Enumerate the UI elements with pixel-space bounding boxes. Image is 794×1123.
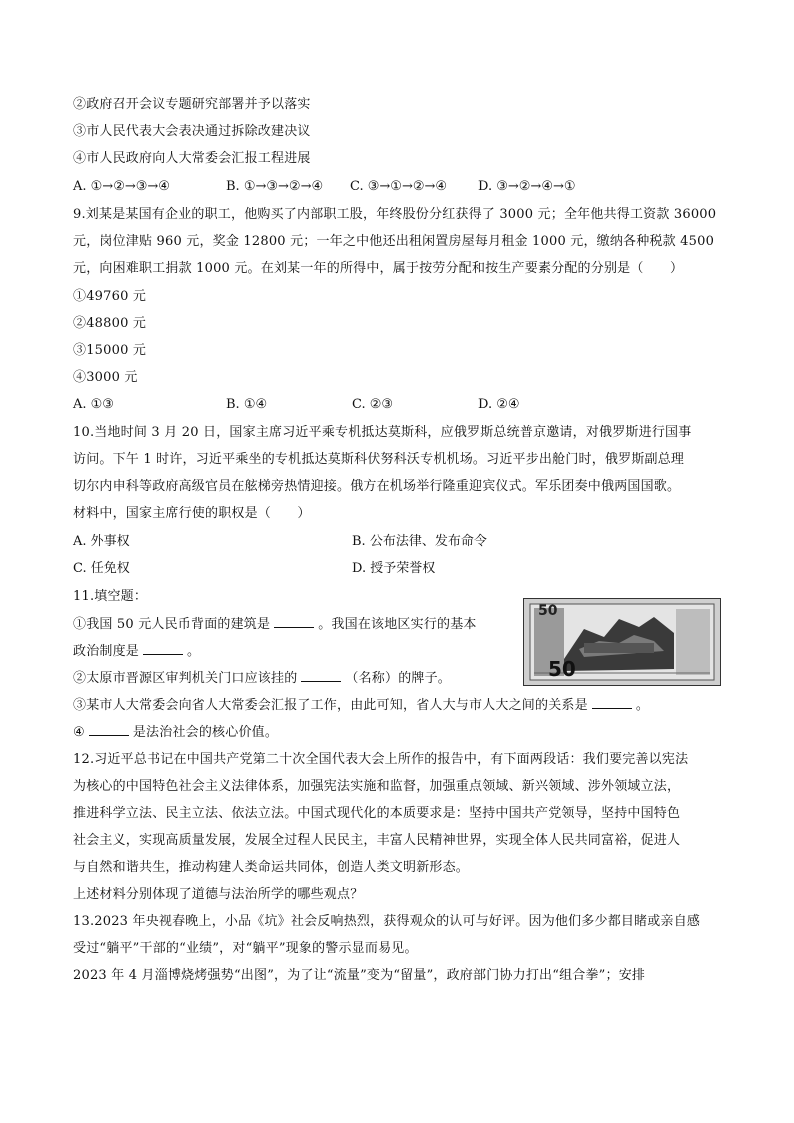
q8-option-d: D. ③→②→④→① bbox=[478, 179, 576, 194]
q9-option-b: B. ①④ bbox=[226, 397, 268, 412]
blank-political-system[interactable] bbox=[143, 642, 183, 655]
q9-stem-line2: 元，岗位津贴 960 元，奖金 12800 元；一年之中他还出租闲置房屋每月租金 1000 元，缴纳各种税款 4500 bbox=[73, 234, 715, 249]
q11-sub-2-text-a: ②太原市晋源区审判机关门口应该挂的 bbox=[73, 671, 298, 686]
q9-option-a: A. ①③ bbox=[73, 397, 114, 412]
q10-stem-line2: 访问。下午 1 时许，习近平乘坐的专机抵达莫斯科伏努科沃专机机场。习近平步出舱门时，俄罗斯副总理 bbox=[73, 452, 685, 467]
q11-sub-1-line1 bbox=[73, 615, 477, 634]
q10-option-d: D. 授予荣誉权 bbox=[352, 561, 436, 576]
q11-sub-3-text-b: 。 bbox=[635, 698, 650, 713]
banknote-denomination-large: 50 bbox=[548, 657, 576, 681]
q9-option-c: C. ②③ bbox=[352, 397, 394, 412]
q10-option-a: A. 外事权 bbox=[73, 534, 130, 549]
q9-stem-line1: 9.刘某是某国有企业的职工，他购买了内部职工股，年终股份分红获得了 3000 元；全年他共得工资款 36000 bbox=[73, 207, 717, 222]
q8-item-4: ④市人民政府向人大常委会汇报工程进展 bbox=[73, 151, 311, 166]
q8-option-a: A. ①→②→③→④ bbox=[73, 179, 170, 194]
q12-line-2: 为核心的中国特色社会主义法律体系，加强宪法实施和监督，加强重点领域、新兴领域、涉外领域立法， bbox=[73, 779, 681, 794]
banknote-denomination: 50 bbox=[538, 603, 558, 619]
q9-item-2: ②48800 元 bbox=[73, 316, 147, 331]
q11-sub-4-text-b: 是法治社会的核心价值。 bbox=[132, 725, 279, 740]
blank-building[interactable] bbox=[274, 615, 314, 628]
q9-item-4: ④3000 元 bbox=[73, 370, 138, 385]
q11-sub-1-text-a: ①我国 50 元人民币背面的建筑是 bbox=[73, 617, 271, 632]
q12-line-3: 推进科学立法、民主立法、依法立法。中国式现代化的本质要求是：坚持中国共产党领导，坚持中国特色 bbox=[73, 806, 681, 821]
q11-title: 11.填空题： bbox=[73, 589, 148, 604]
q9-stem-line3: 元，向困难职工捐款 1000 元。在刘某一年的所得中，属于按劳分配和按生产要素分配的分别是（ ） bbox=[73, 261, 684, 276]
q12-line-1: 12.习近平总书记在中国共产党第二十次全国代表大会上所作的报告中，有下面两段话：我们要完善以宪法 bbox=[73, 752, 689, 767]
q13-line-2: 受过“躺平”干部的“业绩”，对“躺平”现象的警示显而易见。 bbox=[73, 941, 418, 956]
q9-item-3: ③15000 元 bbox=[73, 343, 147, 358]
q11-sub-4 bbox=[73, 723, 278, 742]
q12-line-5: 与自然和谐共生，推动构建人类命运共同体，创造人类文明新形态。 bbox=[73, 860, 470, 875]
blank-core-value[interactable] bbox=[89, 723, 129, 736]
q13-line-3: 2023 年 4 月淄博烧烤强势“出图”，为了让“流量”变为“留量”，政府部门协力打出“组合拳”；安排 bbox=[73, 968, 646, 983]
fifty-yuan-banknote-image bbox=[523, 598, 721, 686]
q11-sub-1-text-c: 政治制度是 bbox=[73, 644, 140, 659]
blank-court-name[interactable] bbox=[301, 669, 341, 682]
q11-sub-3-text-a: ③某市人大常委会向省人大常委会汇报了工作，由此可知，省人大与市人大之间的关系是 bbox=[73, 698, 588, 713]
q12-question: 上述材料分别体现了道德与法治所学的哪些观点？ bbox=[73, 887, 364, 902]
q8-item-2: ②政府召开会议专题研究部署并予以落实 bbox=[73, 97, 311, 112]
q10-option-b: B. 公布法律、发布命令 bbox=[352, 534, 487, 549]
q12-line-4: 社会主义，实现高质量发展，发展全过程人民民主，丰富人民精神世界，实现全体人民共同富裕，促进人 bbox=[73, 833, 681, 848]
q9-item-1: ①49760 元 bbox=[73, 289, 147, 304]
q8-item-3: ③市人民代表大会表决通过拆除改建决议 bbox=[73, 124, 311, 139]
q11-sub-1-text-d: 。 bbox=[187, 644, 201, 659]
q11-sub-4-text-a: ④ bbox=[73, 725, 85, 740]
blank-relationship[interactable] bbox=[592, 696, 632, 709]
q9-option-d: D. ②④ bbox=[478, 397, 520, 412]
q8-option-c: C. ③→①→②→④ bbox=[350, 179, 448, 194]
q11-sub-1-text-b: 。我国在该地区实行的基本 bbox=[318, 617, 477, 632]
q11-sub-1-line2 bbox=[73, 642, 200, 661]
q11-sub-2 bbox=[73, 669, 451, 688]
q10-stem-line4: 材料中，国家主席行使的职权是（ ） bbox=[73, 506, 311, 521]
q13-line-1: 13.2023 年央视春晚上，小品《坑》社会反响热烈，获得观众的认可与好评。因为他们多少都目睹或亲自感 bbox=[73, 914, 701, 929]
q10-stem-line3: 切尔内申科等政府高级官员在舷梯旁热情迎接。俄方在机场举行隆重迎宾仪式。军乐团奏中俄两国国歌。 bbox=[73, 479, 681, 494]
q11-sub-2-text-b: （名称）的牌子。 bbox=[345, 671, 452, 686]
q10-stem-line1: 10.当地时间 3 月 20 日，国家主席习近平乘专机抵达莫斯科，应俄罗斯总统普京邀请，对俄罗斯进行国事 bbox=[73, 425, 692, 440]
q11-sub-3 bbox=[73, 696, 649, 715]
q8-option-b: B. ①→③→②→④ bbox=[226, 179, 324, 194]
q10-option-c: C. 任免权 bbox=[73, 561, 130, 576]
